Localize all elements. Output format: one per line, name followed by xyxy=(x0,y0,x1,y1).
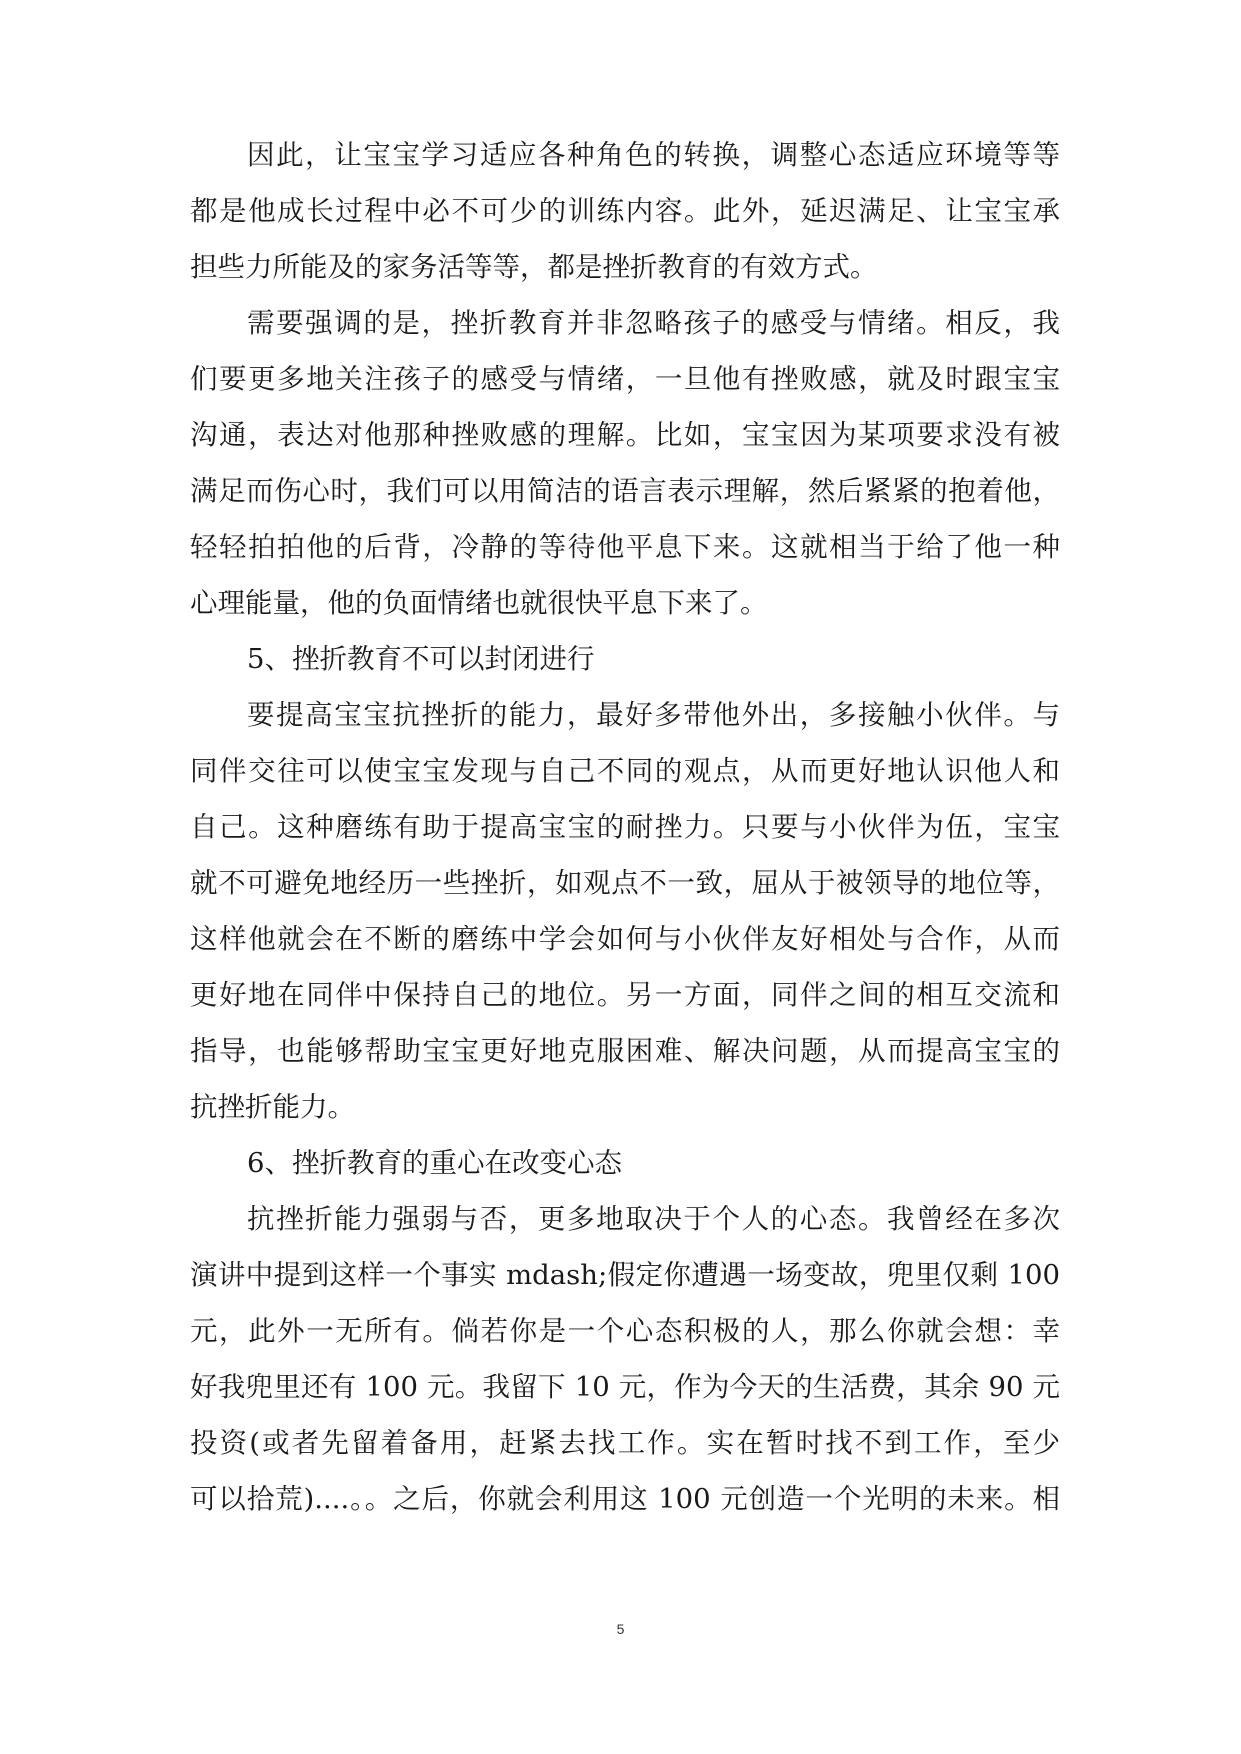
paragraph-1-line-1: 因此，让宝宝学习适应各种角色的转换，调整心态适应环境等等 xyxy=(247,139,1060,171)
paragraph-4-line-3: 自己。这种磨练有助于提高宝宝的耐挫力。只要与小伙伴为伍，宝宝 xyxy=(190,811,1060,843)
paragraph-6-line-4: 好我兜里还有 100 元。我留下 10 元，作为今天的生活费，其余 90 元 xyxy=(190,1371,1060,1403)
paragraph-6-line-3: 元，此外一无所有。倘若你是一个心态积极的人，那么你就会想：幸 xyxy=(190,1315,1060,1347)
paragraph-2-line-6: 心理能量，他的负面情绪也就很快平息下来了。 xyxy=(190,587,768,619)
paragraph-2-line-1: 需要强调的是，挫折教育并非忽略孩子的感受与情绪。相反，我 xyxy=(247,307,1060,339)
paragraph-4-line-7: 指导，也能够帮助宝宝更好地克服困难、解决问题，从而提高宝宝的 xyxy=(190,1035,1060,1067)
section-heading-5: 5、挫折教育不可以封闭进行 xyxy=(247,643,595,675)
paragraph-1-line-2: 都是他成长过程中必不可少的训练内容。此外，延迟满足、让宝宝承 xyxy=(190,195,1060,227)
paragraph-4-line-6: 更好地在同伴中保持自己的地位。另一方面，同伴之间的相互交流和 xyxy=(190,979,1060,1011)
paragraph-4-line-4: 就不可避免地经历一些挫折，如观点不一致，屈从于被领导的地位等， xyxy=(190,867,1060,899)
paragraph-4-line-1: 要提高宝宝抗挫折的能力，最好多带他外出，多接触小伙伴。与 xyxy=(247,699,1060,731)
paragraph-4-line-8: 抗挫折能力。 xyxy=(190,1091,355,1123)
paragraph-4-line-2: 同伴交往可以使宝宝发现与自己不同的观点，从而更好地认识他人和 xyxy=(190,755,1060,787)
paragraph-6-line-1: 抗挫折能力强弱与否，更多地取决于个人的心态。我曾经在多次 xyxy=(247,1203,1060,1235)
paragraph-2-line-2: 们要更多地关注孩子的感受与情绪，一旦他有挫败感，就及时跟宝宝 xyxy=(190,363,1060,395)
paragraph-4-line-5: 这样他就会在不断的磨练中学会如何与小伙伴友好相处与合作，从而 xyxy=(190,923,1060,955)
page-number: 5 xyxy=(616,1621,625,1637)
paragraph-6-line-6: 可以拾荒)....。。之后，你就会利用这 100 元创造一个光明的未来。相 xyxy=(190,1483,1060,1515)
paragraph-6-line-5: 投资(或者先留着备用，赶紧去找工作。实在暂时找不到工作，至少 xyxy=(190,1427,1060,1459)
paragraph-6-line-2: 演讲中提到这样一个事实 mdash;假定你遭遇一场变故，兜里仅剩 100 xyxy=(190,1259,1060,1291)
section-heading-6: 6、挫折教育的重心在改变心态 xyxy=(247,1147,622,1179)
paragraph-2-line-4: 满足而伤心时，我们可以用简洁的语言表示理解，然后紧紧的抱着他， xyxy=(190,475,1060,507)
paragraph-1-line-3: 担些力所能及的家务活等等，都是挫折教育的有效方式。 xyxy=(190,251,878,283)
paragraph-2-line-3: 沟通，表达对他那种挫败感的理解。比如，宝宝因为某项要求没有被 xyxy=(190,419,1060,451)
paragraph-2-line-5: 轻轻拍拍他的后背，冷静的等待他平息下来。这就相当于给了他一种 xyxy=(190,531,1060,563)
